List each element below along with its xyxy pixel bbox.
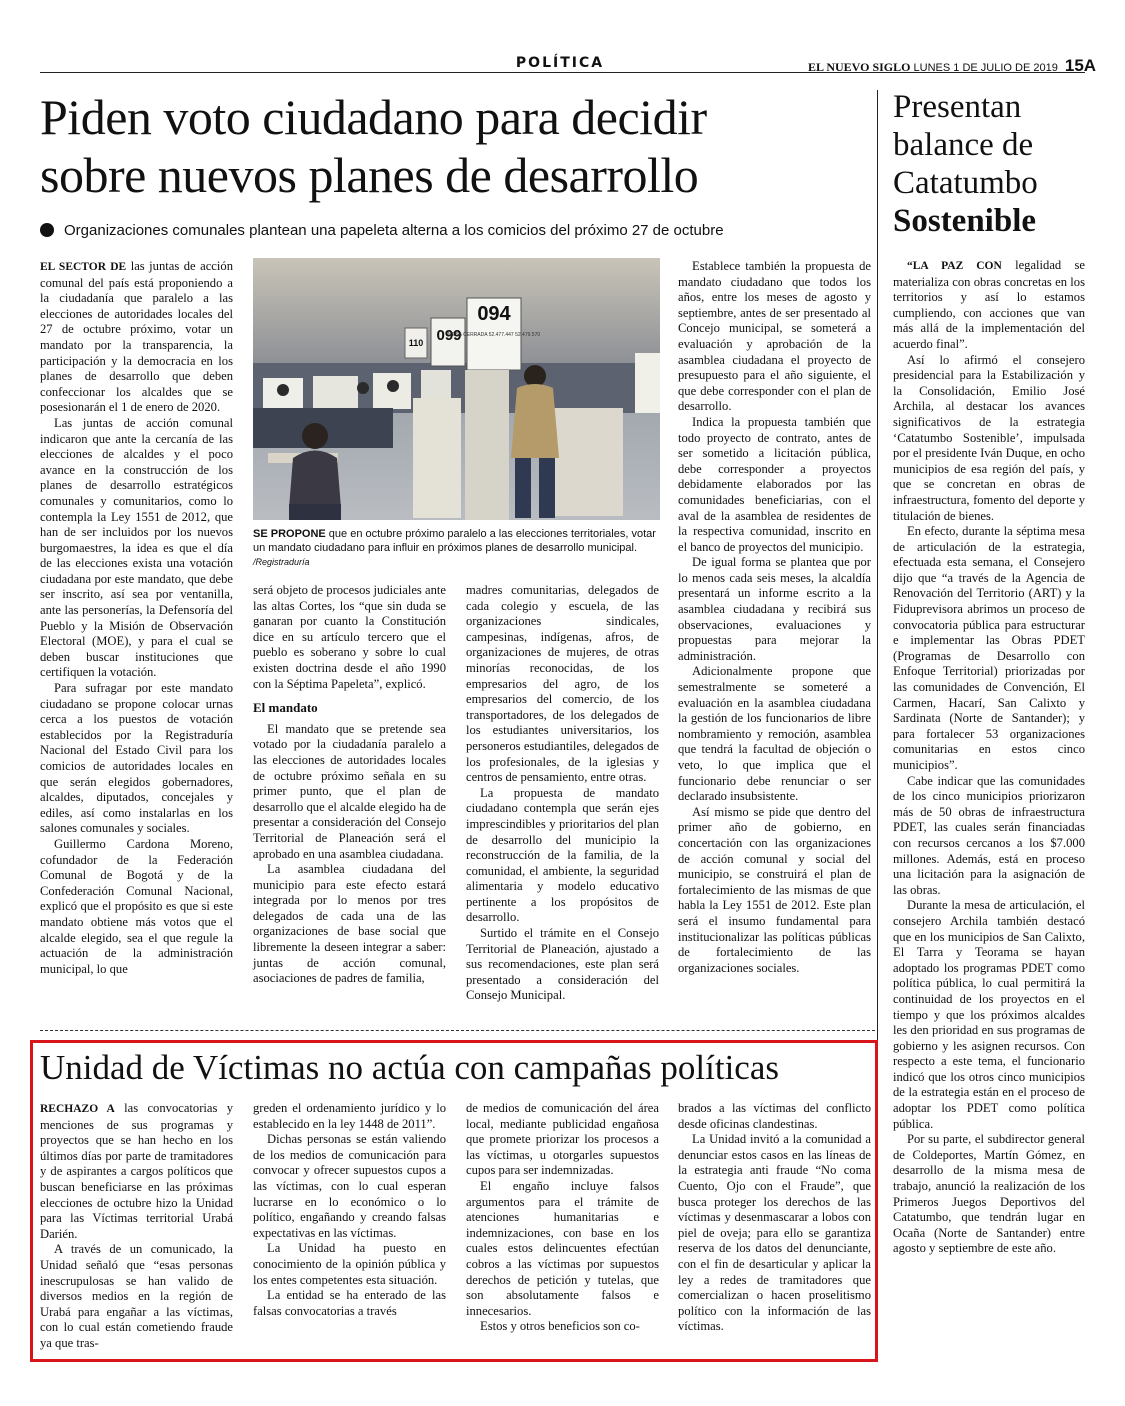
sidebar-headline	[893, 88, 1088, 240]
paragraph: madres comunitarias, delegados de cada colegio y escuela, de las organizaciones sindicales, campesinas, indígenas, afros, de organizaciones de mujeres, de otras minorías reconocidas, de los empresarios del agro, de los empresarios del comercio, de los transportadores, de los delegados de los estudiantes universitarios, los personeros estudiantiles, delegados de los profesionales, de la iglesias y centros de pensamiento, entre otras.	[466, 583, 659, 785]
box-column-2	[253, 1101, 446, 1319]
sidebar-headline-line: Sostenible	[893, 203, 1037, 239]
booth-number-094: 094	[477, 303, 511, 325]
paragraph: De igual forma se plantea que por lo menos cada seis meses, la alcaldía presentará un informe escrito a la asamblea ciudadana y recibirá sus observaciones, evaluaciones y propuestas para mejorar la administración.	[678, 555, 871, 663]
paragraph: Así lo afirmó el consejero presidencial para la Estabilización y la Consolidación, Emilio José Archila, al destacar los avances significativos de la estrategia ‘Catatumbo Sostenible’, impulsada por el presidente Iván Duque, en ocho municipios de esa región del país, y que se concretan en obras de infraestructura, fomento del deporte y titulación de bienes.	[893, 352, 1085, 523]
photo-caption	[253, 527, 663, 569]
caption-text: que en octubre próximo paralelo a las elecciones territoriales, votar un mandato ciudadano para influir en próximos planes de desarrollo municipal.	[253, 528, 656, 554]
lead-words: RECHAZO A	[40, 1103, 115, 1115]
paragraph: La Unidad invitó a la comunidad a denunciar estos casos en las líneas de la estrategia anti fraude “No coma Cuento, Ojo con el Fraude”, que busca proteger los derechos de las víctimas y desenmascarar a lobos con piel de oveja; para ello se garantiza reserva de los datos del denunciante, con el fin de desarticular y aplicar la ley a redes de tramitadores que comercializan o hacen proselitismo político con la información de las víctimas.	[678, 1132, 871, 1334]
paragraph: EL SECTOR DE las juntas de acción comunal del país está proponiendo a la ciudadanía que paralelo a las elecciones de autoridades locales del 27 de octubre próximo, votar un mandato por la transparencia, la participación y la democracia en los planes de desarrollo que deben confeccionar los alcaldes que se posesionarán el 1 de enero de 2020.	[40, 259, 233, 415]
article-column-1	[40, 259, 233, 977]
article-column-2	[253, 583, 446, 987]
main-subhead	[40, 222, 880, 239]
paragraph: La propuesta de mandato ciudadano contempla que serán ejes imprescindibles y prioritarios del plan de desarrollo del municipio la reconstrucción de la familia, de la comunidad, el ambiente, la seguridad alimentaria y modelo educativo pertinente a los propósitos de desarrollo.	[466, 785, 659, 925]
paragraph: Adicionalmente propone que semestralmente se someteré a evaluación en la asamblea ciudadana la gestión de los funcionarios de libre nombramiento y remoción, asamblea que tendrá la facultad de objeción o veto, lo que implica que el funcionario debe renunciar o ser declarado insubsistente.	[678, 664, 871, 804]
bullet-icon	[40, 223, 54, 237]
photo-credit: /Registraduría	[253, 557, 310, 567]
main-headline-line-2: sobre nuevos planes de desarrollo	[40, 147, 699, 203]
paragraph: RECHAZO A las convocatorias y menciones de sus programas y proyectos que se han hecho en los últimos días por parte de tramitadores y de aspirantes a cargos políticos que buscan beneficiarse en las próximas elecciones de octubre hizo la Unidad para las Víctimas territorial Urabá Darién.	[40, 1101, 233, 1241]
paragraph: La asamblea ciudadana del municipio para este efecto estará integrada por lo menos por tres delegados de cada una de las organizaciones de base social que libremente la deseen integrar a saber: juntas de acción comunal, asociaciones de padres de familia,	[253, 862, 446, 986]
paragraph: La Unidad ha puesto en conocimiento de la opinión pública y los entes competentes esta situación.	[253, 1241, 446, 1287]
paragraph: Estos y otros beneficios son co-	[480, 1319, 640, 1334]
box-column-1	[40, 1101, 233, 1352]
header-rule	[40, 72, 1085, 73]
caption-lead: SE PROPONE	[253, 528, 326, 540]
photo-illustration	[253, 258, 660, 520]
lead-words: “LA PAZ CON	[907, 260, 1002, 272]
box-column-3	[466, 1101, 659, 1335]
section-label: POLÍTICA	[515, 55, 605, 71]
box-column-4	[678, 1101, 871, 1335]
paragraph: Cabe indicar que las comunidades de los cinco municipios priorizaron más de 50 obras de infraestructura PDET, las cuales serán financiadas con recursos cercanos a los $7.000 millones. Además, está en proceso una licitación para la asignación de las obras.	[893, 773, 1085, 897]
lead-words: EL SECTOR DE	[40, 261, 127, 273]
box-headline: Unidad de Víctimas no actúa con campañas políticas	[40, 1048, 779, 1087]
paragraph: Las juntas de acción comunal indicaron que ante la cercanía de las elecciones de alcaldes y el poco avance en la construcción de los planes de desarrollo estratégicos comunales y comunitarios, como lo contempla la Ley 1551 de 2012, que han de ser incluidos por los nuevos burgomaestres, la idea es que el día de las elecciones exista una votación ciudadana por este mandato, que debe ser inscrito, así sea por ventanilla, ante las personerías, la Defensoría del Pueblo y la Misión de Observación Electoral (MOE), y para el cual se deben buscar instituciones que certifiquen la votación.	[40, 415, 233, 680]
sidebar-headline-line: Catatumbo	[893, 165, 1038, 201]
sidebar-article	[893, 258, 1085, 1257]
paragraph: brados a las víctimas del conflicto desde oficinas clandestinas.	[678, 1101, 871, 1131]
issue-date: LUNES 1 DE JULIO DE 2019	[913, 62, 1058, 74]
article-column-4	[678, 259, 871, 976]
main-subhead-text: Organizaciones comunales plantean una papeleta alterna a los comicios del próximo 27 de octubre	[64, 222, 724, 239]
masthead	[808, 56, 1096, 76]
main-headline-line-1: Piden voto ciudadano para decidir	[40, 89, 707, 145]
paragraph: El engaño incluye falsos argumentos para el trámite de atenciones humanitarias e indemnizaciones, con base en los cuales estos delincuentes efectúan cobros a las víctimas por supuestos derechos de petición y tutelas, que son absolutamente falsos e innecesarios.	[466, 1178, 659, 1318]
paragraph: Guillermo Cardona Moreno, cofundador de la Federación Comunal de Bogotá y de la Confederación Comunal Nacional, explicó que el propósito es que si este mandato obtiene más votos que el alcalde elegido, sea el que regule la actuación de la administración municipal, lo que	[40, 836, 233, 976]
paragraph: Así mismo se pide que dentro del primer año de gobierno, en concertación con las organizaciones de acción comunal y social del municipio, se construirá el plan de fortalecimiento de las mismas de que habla la Ley 1551 de 2012. Este plan será el insumo fundamental para institucionalizar las políticas públicas de fortalecimiento de las organizaciones sociales.	[678, 804, 871, 975]
paragraph: será objeto de procesos judiciales ante las altas Cortes, los “que sin duda se ganaran por cuanto la Constitución dice en su artículo tercero que el pueblo es soberano y sobre lo cual existen doctrina desde el año 1990 con la Séptima Papeleta”, explicó.	[253, 583, 446, 691]
main-headline	[40, 88, 880, 204]
paragraph: El mandato que se pretende sea votado por la ciudadanía paralelo a las elecciones de autoridades locales de octubre próximo señala en su primer punto, que el plan de desarrollo que el alcalde elegido ha de presentar a consideración del Consejo Territorial de Planeación será el aprobado en una asamblea ciudadana.	[253, 721, 447, 861]
newspaper-name: EL NUEVO SIGLO	[808, 60, 911, 74]
paragraph: Dichas personas se están valiendo de los medios de comunicación para convocar y ofrecer supuestos cupos a las víctimas, con lo cual esperan lucrarse en lo económico o lo político, engañando y creando falsas expectativas en las víctimas.	[253, 1132, 446, 1240]
paragraph: “LA PAZ CON legalidad se materializa con obras concretas en los territorios y así lo estamos cumpliendo, con acciones que van más allá de la implementación del acuerdo final”.	[893, 258, 1085, 351]
paragraph: A través de un comunicado, la Unidad señaló que “esas personas inescrupulosas se han valido de diversos medios en la región de Urabá para engañar a las víctimas, con lo cual están cometiendo fraude ya que tras-	[40, 1242, 233, 1350]
article-column-3	[466, 583, 659, 1004]
subtitle-el-mandato: El mandato	[253, 700, 318, 716]
paragraph: En efecto, durante la séptima mesa de articulación de la estrategia, efectuada esta semana, el Consejero dijo que “a través de la Agencia de Renovación del Territorio (ART) y la Fiduprevisora abrimos un proceso de convocatoria pública para estructurar e implementar las Obras PDET (Programas de Desarrollo con Enfoque Territorial) priorizadas por las comunidades de Convención, El Carmen, Hacarí, San Calixto y Sardinata (Norte de Santander); y para fortalecer 53 organizaciones comunitarias en estos cinco municipios”.	[893, 524, 1085, 772]
paragraph: Indica la propuesta también que todo proyecto de contrato, antes de ser sometido a licitación pública, debe corresponder a proyectos debidamente elaborados por las comunidades beneficiarias, con el aval de la asamblea de residentes de la respectiva comunidad, inscrito en el banco de proyectos del municipio.	[678, 414, 871, 554]
photo-voting-hall	[253, 258, 660, 520]
paragraph: Surtido el trámite en el Consejo Territorial de Planeación, ajustado a sus recomendaciones, este plan será presentado a consideración del Consejo Municipal.	[466, 926, 659, 1003]
sidebar-headline-line: Presentan	[893, 89, 1022, 125]
booth-number-099: 099	[436, 327, 462, 344]
sidebar-headline-line: balance de	[893, 127, 1034, 163]
paragraph: greden el ordenamiento jurídico y lo establecido en la ley 1448 de 2011”.	[253, 1101, 446, 1131]
booth-sign-info: MESA CERRADA 52.477.447 52.479.570	[447, 332, 541, 338]
page-number: 15A	[1064, 56, 1097, 75]
paragraph: La entidad se ha enterado de las falsas convocatorias a través	[253, 1288, 446, 1318]
paragraph: Establece también la propuesta de mandato ciudadano que todos los años, entre los meses de agosto y septiembre, antes de ser presentado al Concejo municipal, se someterá a evaluación y aprobación de la asamblea ciudadana el proyecto de presupuesto para el año siguiente, el que debe corresponder con el plan de desarrollo.	[678, 259, 871, 414]
paragraph: Por su parte, el subdirector general de Coldeportes, Martín Gómez, en desarrollo de la misma mesa de trabajo, anunció la realización de los Primeros Juegos Deportivos del Catatumbo, que tendrán lugar en Ocaña (Norte de Santander) entre agosto y septiembre de este año.	[893, 1132, 1085, 1256]
booth-number-110: 110	[408, 338, 424, 348]
paragraph: Para sufragar por este mandato ciudadano se propone colocar urnas cerca a los puestos de votación establecidos por la Registraduría Nacional del Estado Civil para los comicios de autoridades locales en que serán elegidos gobernadores, alcaldes, diputados, concejales y ediles, así como instalarlas en los salones comunales y sociales.	[40, 681, 233, 836]
paragraph: de medios de comunicación del área local, mediante publicidad engañosa que promete priorizar los procesos a las víctimas, u otorgarles supuestos cupos para ser indemnizadas.	[466, 1101, 659, 1178]
paragraph: Durante la mesa de articulación, el consejero Archila también destacó que en los municipios de San Calixto, El Tarra y Teorama se hayan adoptado los programas PDET como política pública, lo cual permitirá la continuidad de los proyectos en el tiempo y que los próximos alcaldes les den prioridad en sus programas de gobierno y les asignen recursos. Con respecto a este tema, el funcionario indicó que los otros cinco municipios de la estrategia están en el proceso de adoptar los PDET como política pública.	[893, 898, 1085, 1131]
section-divider	[40, 1030, 875, 1031]
